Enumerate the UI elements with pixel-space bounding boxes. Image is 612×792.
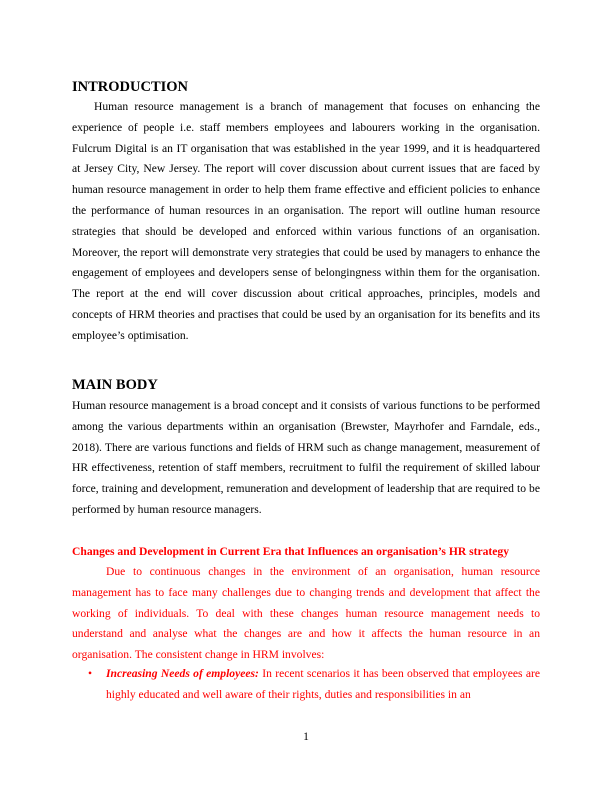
changes-section-paragraph: Due to continuous changes in the environment of an organisation, human resource management has to face many challenges due to changing trends and development that affect the working of individuals. To deal with these changes human resource management needs to understand and analyse what the changes are and how it affects the human resource in an organisation. The consistent change in HRM involves: [72,565,540,662]
changes-section-heading: Changes and Development in Current Era that Influences an organisation’s HR strategy [72,545,510,558]
main-body-heading: MAIN BODY [72,377,158,393]
introduction-paragraph: Human resource management is a branch of management that focuses on enhancing the experience of people i.e. staff members employees and labourers working in the organisation. Fulcrum Digital is an IT organisation that was established in the year 1999, and it is headquartered at Jersey City, New Jersey. The report will cover discussion about current issues that are faced by human resource management in order to help them frame effective and efficient policies to enhance the performance of human resources in an organisation. The report will outline human resource strategies that should be developed and enforced within various functions of an organisation. Moreover, the report will demonstrate very strategies that could be used by managers to enhance the engagement of employees and developers sense of belongingness within them for the organisation. The report at the end will cover discussion about critical approaches, principles, models and concepts of HRM theories and practises that could be used by an organisation for its benefits and its employee’s optimisation. [72,100,540,342]
bullet-term: Increasing Needs of employees: [106,667,259,680]
list-item [88,664,540,706]
bullet-description: In recent scenarios it has been observed that employees are highly educated and well aware of their rights, duties and responsibilities in an [106,667,540,701]
main-body-paragraph: Human resource management is a broad concept and it consists of various functions to be performed among the various departments within an organisation (Brewster, Mayrhofer and Farndale, eds., 2018). There are various functions and fields of HRM such as change management, measurement of HR effectiveness, retention of staff members, recruitment to fulfil the requirement of skilled labour force, training and development, remuneration and development of leadership that are required to be performed by human resource managers. [72,399,540,516]
introduction-heading: INTRODUCTION [72,79,189,95]
page-number: 1 [303,730,309,743]
bullet-text [106,664,540,706]
bullet-icon: • [88,667,93,680]
